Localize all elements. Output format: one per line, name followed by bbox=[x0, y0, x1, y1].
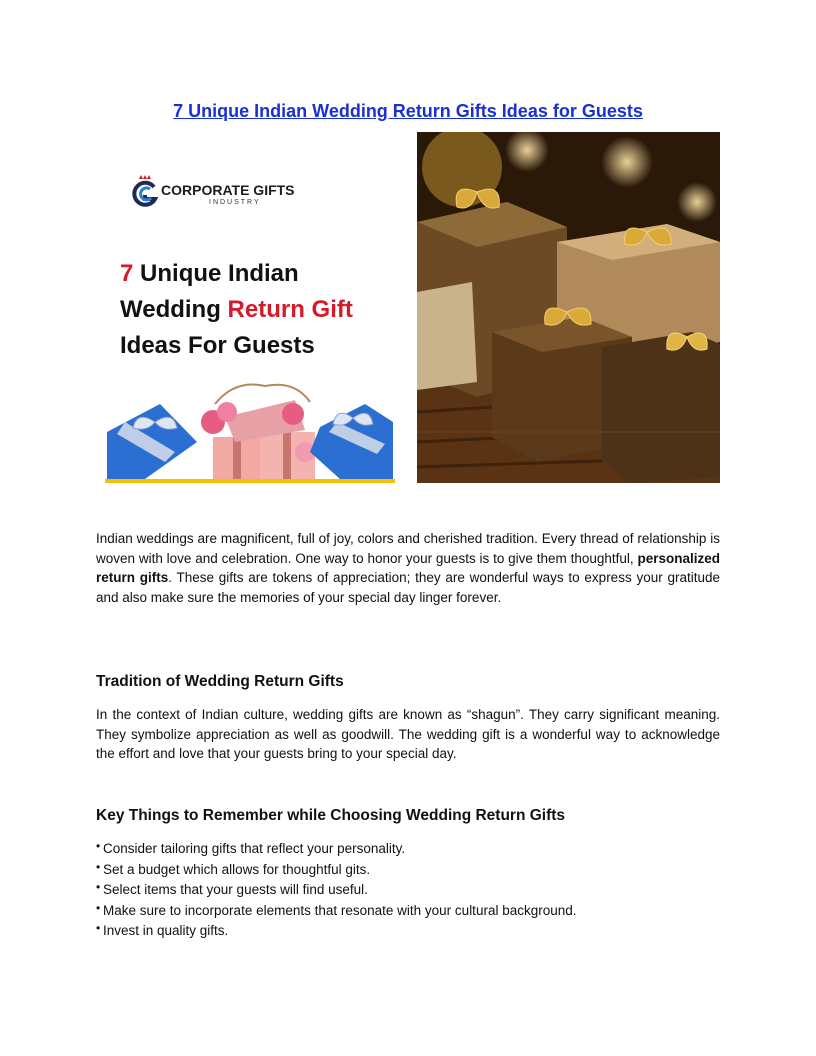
heading-line-2a: Wedding bbox=[120, 296, 228, 323]
intro-bold-text: personalized return gifts bbox=[96, 550, 720, 586]
list-item: • Make sure to incorporate elements that resonate with your cultural background. bbox=[96, 901, 720, 922]
banner-heading bbox=[120, 256, 353, 364]
gift-boxes-photo bbox=[417, 132, 720, 483]
key-things-list bbox=[96, 839, 720, 942]
intro-text-1: Indian weddings are magnificent, full of joy, colors and cherished tradition. Every thread of relationship is woven with love and celebration. One way to honor your guests is to give them thoughtful, bbox=[96, 531, 720, 566]
banner-left-panel bbox=[97, 132, 415, 483]
logo-subtext: INDUSTRY bbox=[209, 199, 261, 206]
heading-line-3: Ideas For Guests bbox=[120, 332, 315, 359]
gift-boxes-illustration bbox=[105, 382, 395, 483]
intro-text-2: . These gifts are tokens of appreciation; they are wonderful ways to express your gratitude and also make sure the memories of your special day linger forever. bbox=[96, 570, 720, 605]
company-logo bbox=[131, 175, 331, 211]
heading-line-2b: Return Gift bbox=[227, 296, 353, 323]
heading-line-1: Unique Indian bbox=[133, 260, 299, 287]
list-item: • Invest in quality gifts. bbox=[96, 921, 720, 942]
logo-text: CORPORATE GIFTS bbox=[161, 182, 295, 198]
list-item: • Select items that your guests will find useful. bbox=[96, 880, 720, 901]
section-heading-tradition: Tradition of Wedding Return Gifts bbox=[96, 673, 344, 690]
gift-logo-icon bbox=[131, 175, 159, 211]
banner-image bbox=[97, 132, 720, 483]
intro-paragraph bbox=[96, 529, 720, 607]
list-item: • Consider tailoring gifts that reflect your personality. bbox=[96, 839, 720, 860]
section-heading-key-things: Key Things to Remember while Choosing Wedding Return Gifts bbox=[96, 807, 566, 824]
tradition-paragraph: In the context of Indian culture, wedding gifts are known as “shagun”. They carry significant meaning. They symbolize appreciation as well as goodwill. The wedding gift is a wonderful way to acknowledge the effort and love that your guests bring to your special day. bbox=[96, 707, 720, 762]
heading-number: 7 bbox=[120, 260, 134, 287]
document-title-link[interactable]: 7 Unique Indian Wedding Return Gifts Ideas for Guests bbox=[173, 101, 643, 121]
list-item: • Set a budget which allows for thoughtful gits. bbox=[96, 860, 720, 881]
